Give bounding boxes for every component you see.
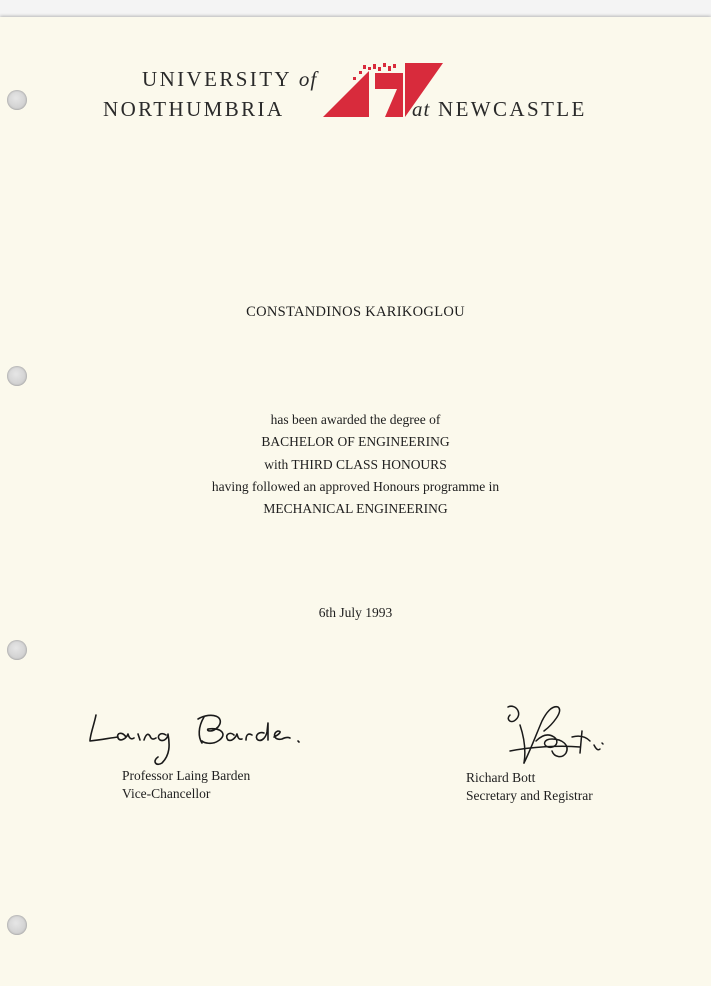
- signature-richard-bott-icon: [500, 701, 610, 771]
- logo-word-newcastle: NEWCASTLE: [438, 97, 587, 121]
- logo-word-northumbria: NORTHUMBRIA: [103, 97, 285, 121]
- award-text: [0, 409, 711, 520]
- logo-word-of: of: [298, 67, 318, 91]
- award-date: 6th July 1993: [318, 605, 393, 620]
- university-logo-mark-icon: [323, 61, 447, 119]
- award-line-honours: with THIRD CLASS HONOURS: [264, 456, 447, 472]
- punch-hole: [7, 90, 27, 110]
- signatory-registrar: [466, 769, 593, 805]
- signatory-vice-chancellor: [122, 767, 250, 803]
- award-line-programme: having followed an approved Honours programme in: [211, 478, 500, 494]
- award-line-degree: BACHELOR OF ENGINEERING: [261, 434, 450, 450]
- signatory-title: Vice-Chancellor: [122, 786, 211, 801]
- punch-hole: [7, 915, 27, 935]
- punch-hole: [7, 366, 27, 386]
- award-line-subject: MECHANICAL ENGINEERING: [263, 501, 448, 517]
- award-line-1: has been awarded the degree of: [270, 412, 441, 427]
- logo-line-1: [142, 67, 317, 92]
- punch-hole: [7, 640, 27, 660]
- signatory-title: Secretary and Registrar: [466, 788, 593, 803]
- logo-word-at: at: [412, 97, 431, 121]
- top-strip: [0, 0, 711, 17]
- certificate-page: [0, 17, 711, 986]
- logo-line-2-left: [103, 97, 284, 122]
- logo-word-university: UNIVERSITY: [142, 67, 292, 91]
- signatory-name: Professor Laing Barden: [122, 768, 251, 783]
- signatory-name: Richard Bott: [466, 770, 536, 785]
- graduate-name: CONSTANDINOS KARIKOGLOU: [246, 304, 465, 320]
- signature-laing-barden-icon: [86, 707, 306, 767]
